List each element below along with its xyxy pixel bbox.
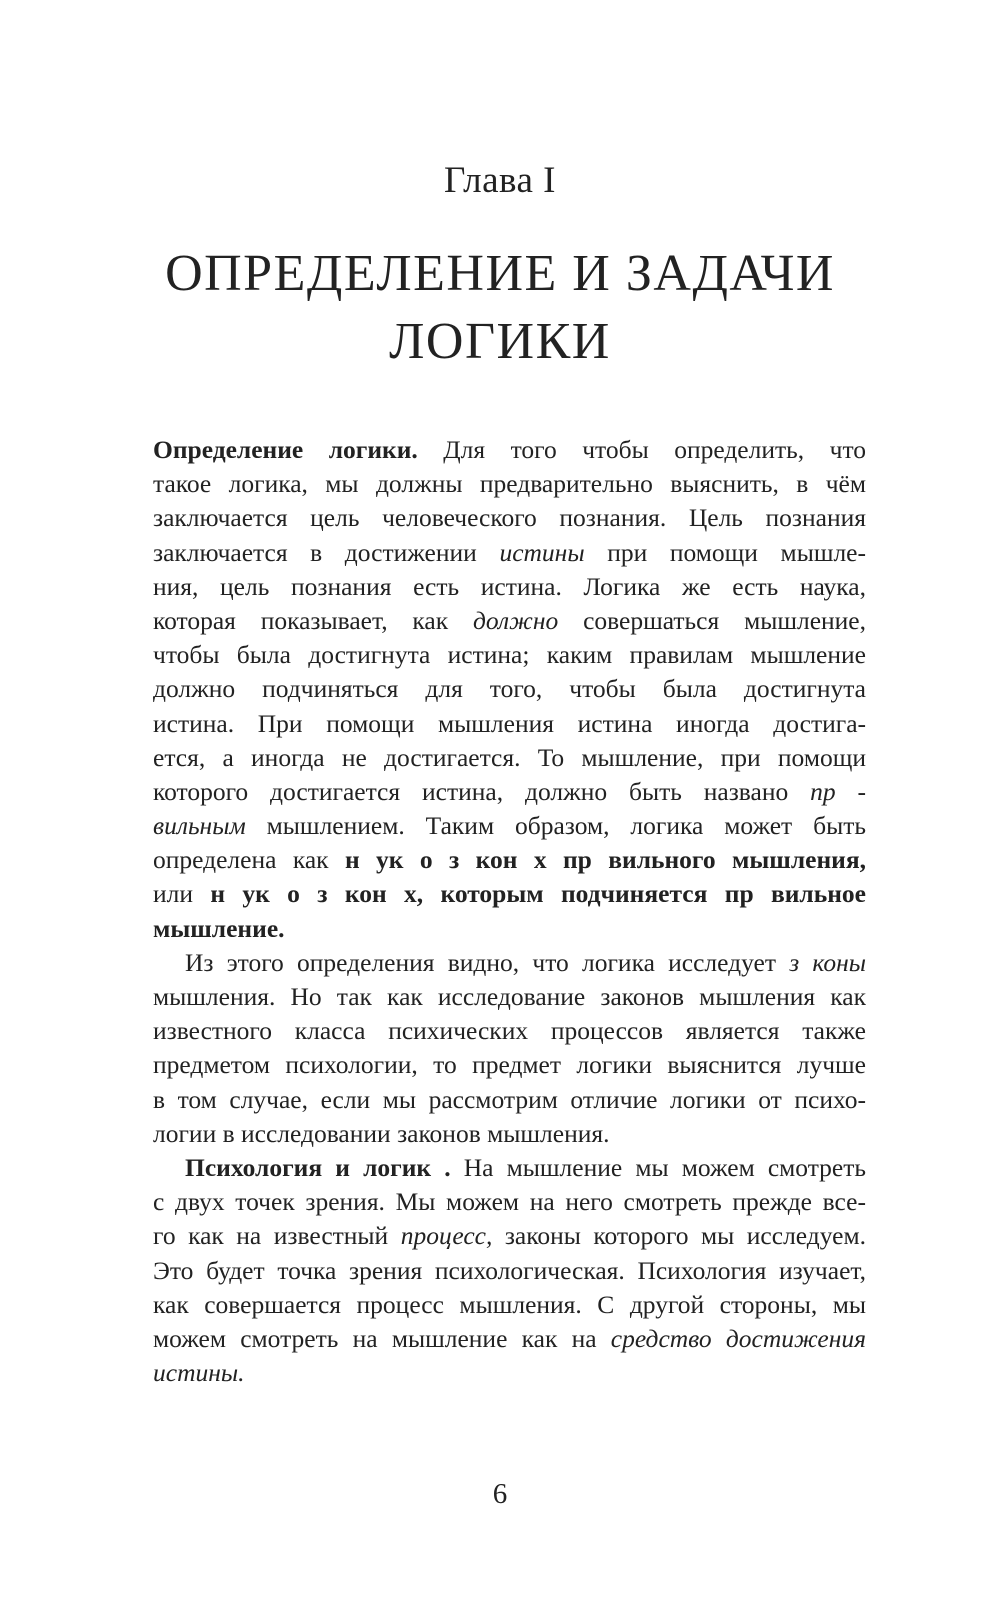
page-number: 6 bbox=[492, 1478, 508, 1510]
italic-span: средство достижения bbox=[610, 1323, 866, 1353]
text-line bbox=[153, 946, 866, 980]
bold-span: н ук о з кон х, которым подчиняется пр вильное bbox=[210, 879, 866, 909]
text-span: На мышление мы можем смотреть bbox=[450, 1152, 866, 1182]
text-line: с двух точек зрения. Мы можем на него смотреть прежде все- bbox=[153, 1187, 866, 1217]
text-line bbox=[153, 912, 866, 946]
text-span: заключается в достижении bbox=[153, 537, 500, 567]
text-span: го как на известный bbox=[153, 1221, 401, 1251]
text-line: истина. При помощи мышления истина иногда достига- bbox=[153, 708, 866, 738]
text-line: мышления. Но так как исследование законов мышления как bbox=[153, 982, 866, 1011]
text-line: в том случае, если мы рассмотрим отличие логики от психо- bbox=[153, 1084, 866, 1114]
text-span: которая показывает, как bbox=[153, 605, 473, 635]
text-span: или bbox=[153, 879, 211, 909]
italic-span: должно bbox=[472, 605, 559, 635]
italic-span: истины bbox=[499, 537, 585, 567]
text-span: Для того чтобы определить, что bbox=[417, 435, 866, 464]
text-line: логии в исследовании законов мышления. bbox=[153, 1118, 610, 1148]
text-span: определена как bbox=[153, 845, 345, 875]
italic-span: истины. bbox=[153, 1358, 245, 1388]
paragraph-laws bbox=[153, 946, 866, 1151]
text-line bbox=[153, 433, 866, 467]
text-line bbox=[153, 1151, 866, 1185]
text-line bbox=[153, 809, 866, 843]
text-span: при помощи мышле- bbox=[584, 537, 866, 567]
text-line: известного класса психических процессов является также bbox=[153, 1016, 866, 1046]
text-line: должно подчиняться для того, чтобы была достигнута bbox=[153, 674, 866, 704]
chapter-title-line-1: ОПРЕДЕЛЕНИЕ И ЗАДАЧИ bbox=[165, 245, 835, 302]
italic-span: процесс, bbox=[400, 1221, 493, 1251]
text-line bbox=[153, 536, 866, 570]
chapter-title-line-2: ЛОГИКИ bbox=[389, 313, 611, 370]
text-line bbox=[153, 775, 866, 809]
text-span: - bbox=[835, 776, 866, 806]
text-span: законы которого мы исследуем. bbox=[492, 1221, 866, 1251]
italic-span: вильным bbox=[153, 811, 246, 841]
text-line: предметом психологии, то предмет логики выяснится лучше bbox=[153, 1050, 866, 1080]
paragraph-psychology bbox=[153, 1151, 866, 1390]
text-line bbox=[153, 604, 866, 638]
text-line: ния, цель познания есть истина. Логика же есть наука, bbox=[153, 571, 866, 601]
text-line bbox=[153, 1219, 866, 1253]
text-span: которого достигается истина, должно быть названо bbox=[153, 776, 811, 806]
text-span: Из этого определения видно, что логика исследует bbox=[185, 947, 790, 977]
text-line bbox=[153, 877, 866, 911]
section-heading-definition: Определение логики. bbox=[153, 435, 418, 464]
text-span: можем смотреть на мышление как на bbox=[153, 1323, 611, 1353]
text-line: такое логика, мы должны предварительно выяснить, в чём bbox=[153, 469, 866, 499]
text-line bbox=[153, 1322, 866, 1356]
text-line bbox=[153, 1356, 866, 1390]
paragraph-definition bbox=[153, 433, 866, 946]
text-line bbox=[153, 843, 866, 877]
text-line: заключается цель человеческого познания. Цель познания bbox=[153, 503, 866, 533]
chapter-label: Глава I bbox=[444, 160, 556, 201]
italic-span: з коны bbox=[789, 947, 866, 977]
italic-span: пр bbox=[810, 776, 836, 806]
chapter-title bbox=[0, 240, 1000, 376]
text-line: как совершается процесс мышления. С другой стороны, мы bbox=[153, 1289, 866, 1319]
text-span: мышлением. Таким образом, логика может быть bbox=[245, 811, 866, 841]
section-heading-psychology: Психология и логик . bbox=[185, 1152, 451, 1182]
text-span: совершаться мышление, bbox=[558, 605, 866, 635]
text-line: чтобы была достигнута истина; каким правилам мышление bbox=[153, 640, 866, 670]
body-text bbox=[153, 433, 866, 1390]
bold-span: мышление. bbox=[153, 913, 285, 943]
text-line: Это будет точка зрения психологическая. Психология изучает, bbox=[153, 1255, 866, 1285]
text-line: ется, а иногда не достигается. То мышление, при помощи bbox=[153, 742, 866, 772]
bold-span: н ук о з кон х пр вильного мышления, bbox=[344, 845, 866, 875]
